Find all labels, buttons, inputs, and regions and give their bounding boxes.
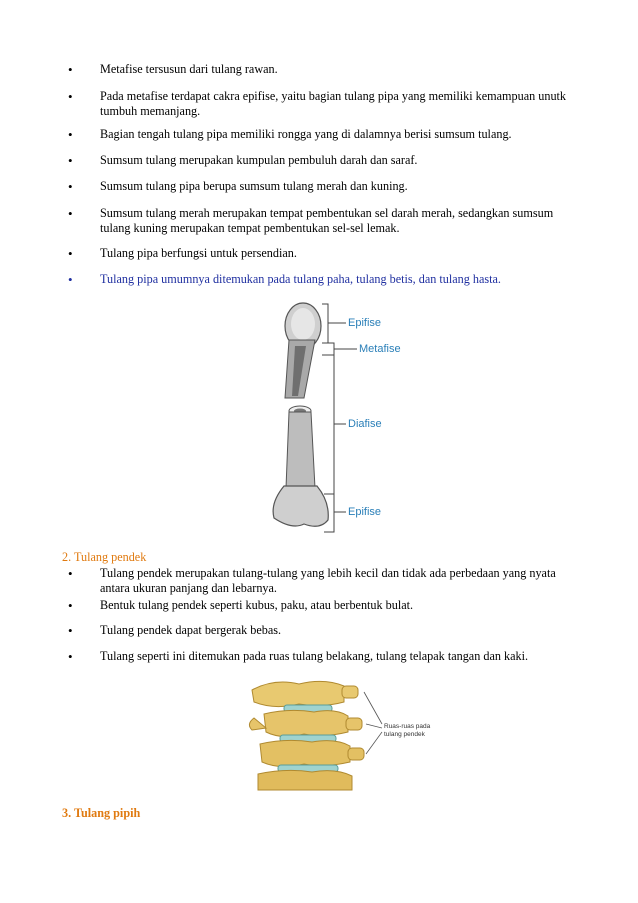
list-item: • Tulang pendek dapat bergerak bebas. [68,623,282,638]
list-item: • Tulang seperti ini ditemukan pada ruas tulang belakang, tulang telapak tangan dan kaki. [68,649,529,664]
vertebrae-illustration [249,681,364,790]
bullet-icon: • [68,272,73,287]
label-epifise-top: Epifise [348,317,382,329]
list-item: • Sumsum tulang pipa berupa sumsum tulang merah dan kuning. [68,179,408,194]
bullet-icon: • [68,649,73,664]
list-item: • Sumsum tulang merah merupakan tempat pembentukan sel darah merah, sedangkan sumsum tulang kuning merupakan tempat pembentukan sel-sel lemak. [68,206,554,235]
label-metafise: Metafise [359,343,401,355]
label-diafise: Diafise [348,418,382,430]
bullet-icon: • [68,623,73,638]
list-item: • Tulang pendek merupakan tulang-tulang yang lebih kecil dan tidak ada perbedaan yang nyata antara ukuran panjang dan lebarnya. [68,566,556,595]
bullet-icon: • [68,206,73,221]
section-heading-flat-bone: 3. Tulang pipih [62,806,141,820]
pointer-lines [364,692,382,754]
bullet-icon: • [68,62,73,77]
bullet-icon: • [68,89,73,104]
long-bone-diagram [262,298,412,538]
spine-label-line1: Ruas-ruas pada [384,723,431,730]
list-item: • Sumsum tulang merupakan kumpulan pembuluh darah dan saraf. [68,153,418,168]
spine-label-line2: tulang pendek [384,731,425,738]
bullet-icon: • [68,598,73,613]
list-item: • Pada metafise terdapat cakra epifise, yaitu bagian tulang pipa yang memiliki kemampuan unutk tumbuh memanjang. [68,89,567,118]
list-item: • Tulang pipa berfungsi untuk persendian. [68,246,297,261]
femur-illustration [273,303,328,526]
list-item: • Bagian tengah tulang pipa memiliki rongga yang di dalamnya berisi sumsum tulang. [68,127,512,142]
section-heading-short-bone: 2. Tulang pendek [62,550,147,564]
list-item: • Bentuk tulang pendek seperti kubus, paku, atau berbentuk bulat. [68,598,414,613]
label-epifise-bottom: Epifise [348,506,382,518]
bullet-icon: • [68,566,73,581]
list-item: • Tulang pipa umumnya ditemukan pada tulang paha, tulang betis, dan tulang hasta. [68,272,501,287]
list-item: • Metafise tersusun dari tulang rawan. [68,62,278,77]
spine-diagram [244,678,454,792]
bullet-icon: • [68,153,73,168]
bullet-icon: • [68,127,73,142]
bullet-icon: • [68,246,73,261]
bullet-icon: • [68,179,73,194]
